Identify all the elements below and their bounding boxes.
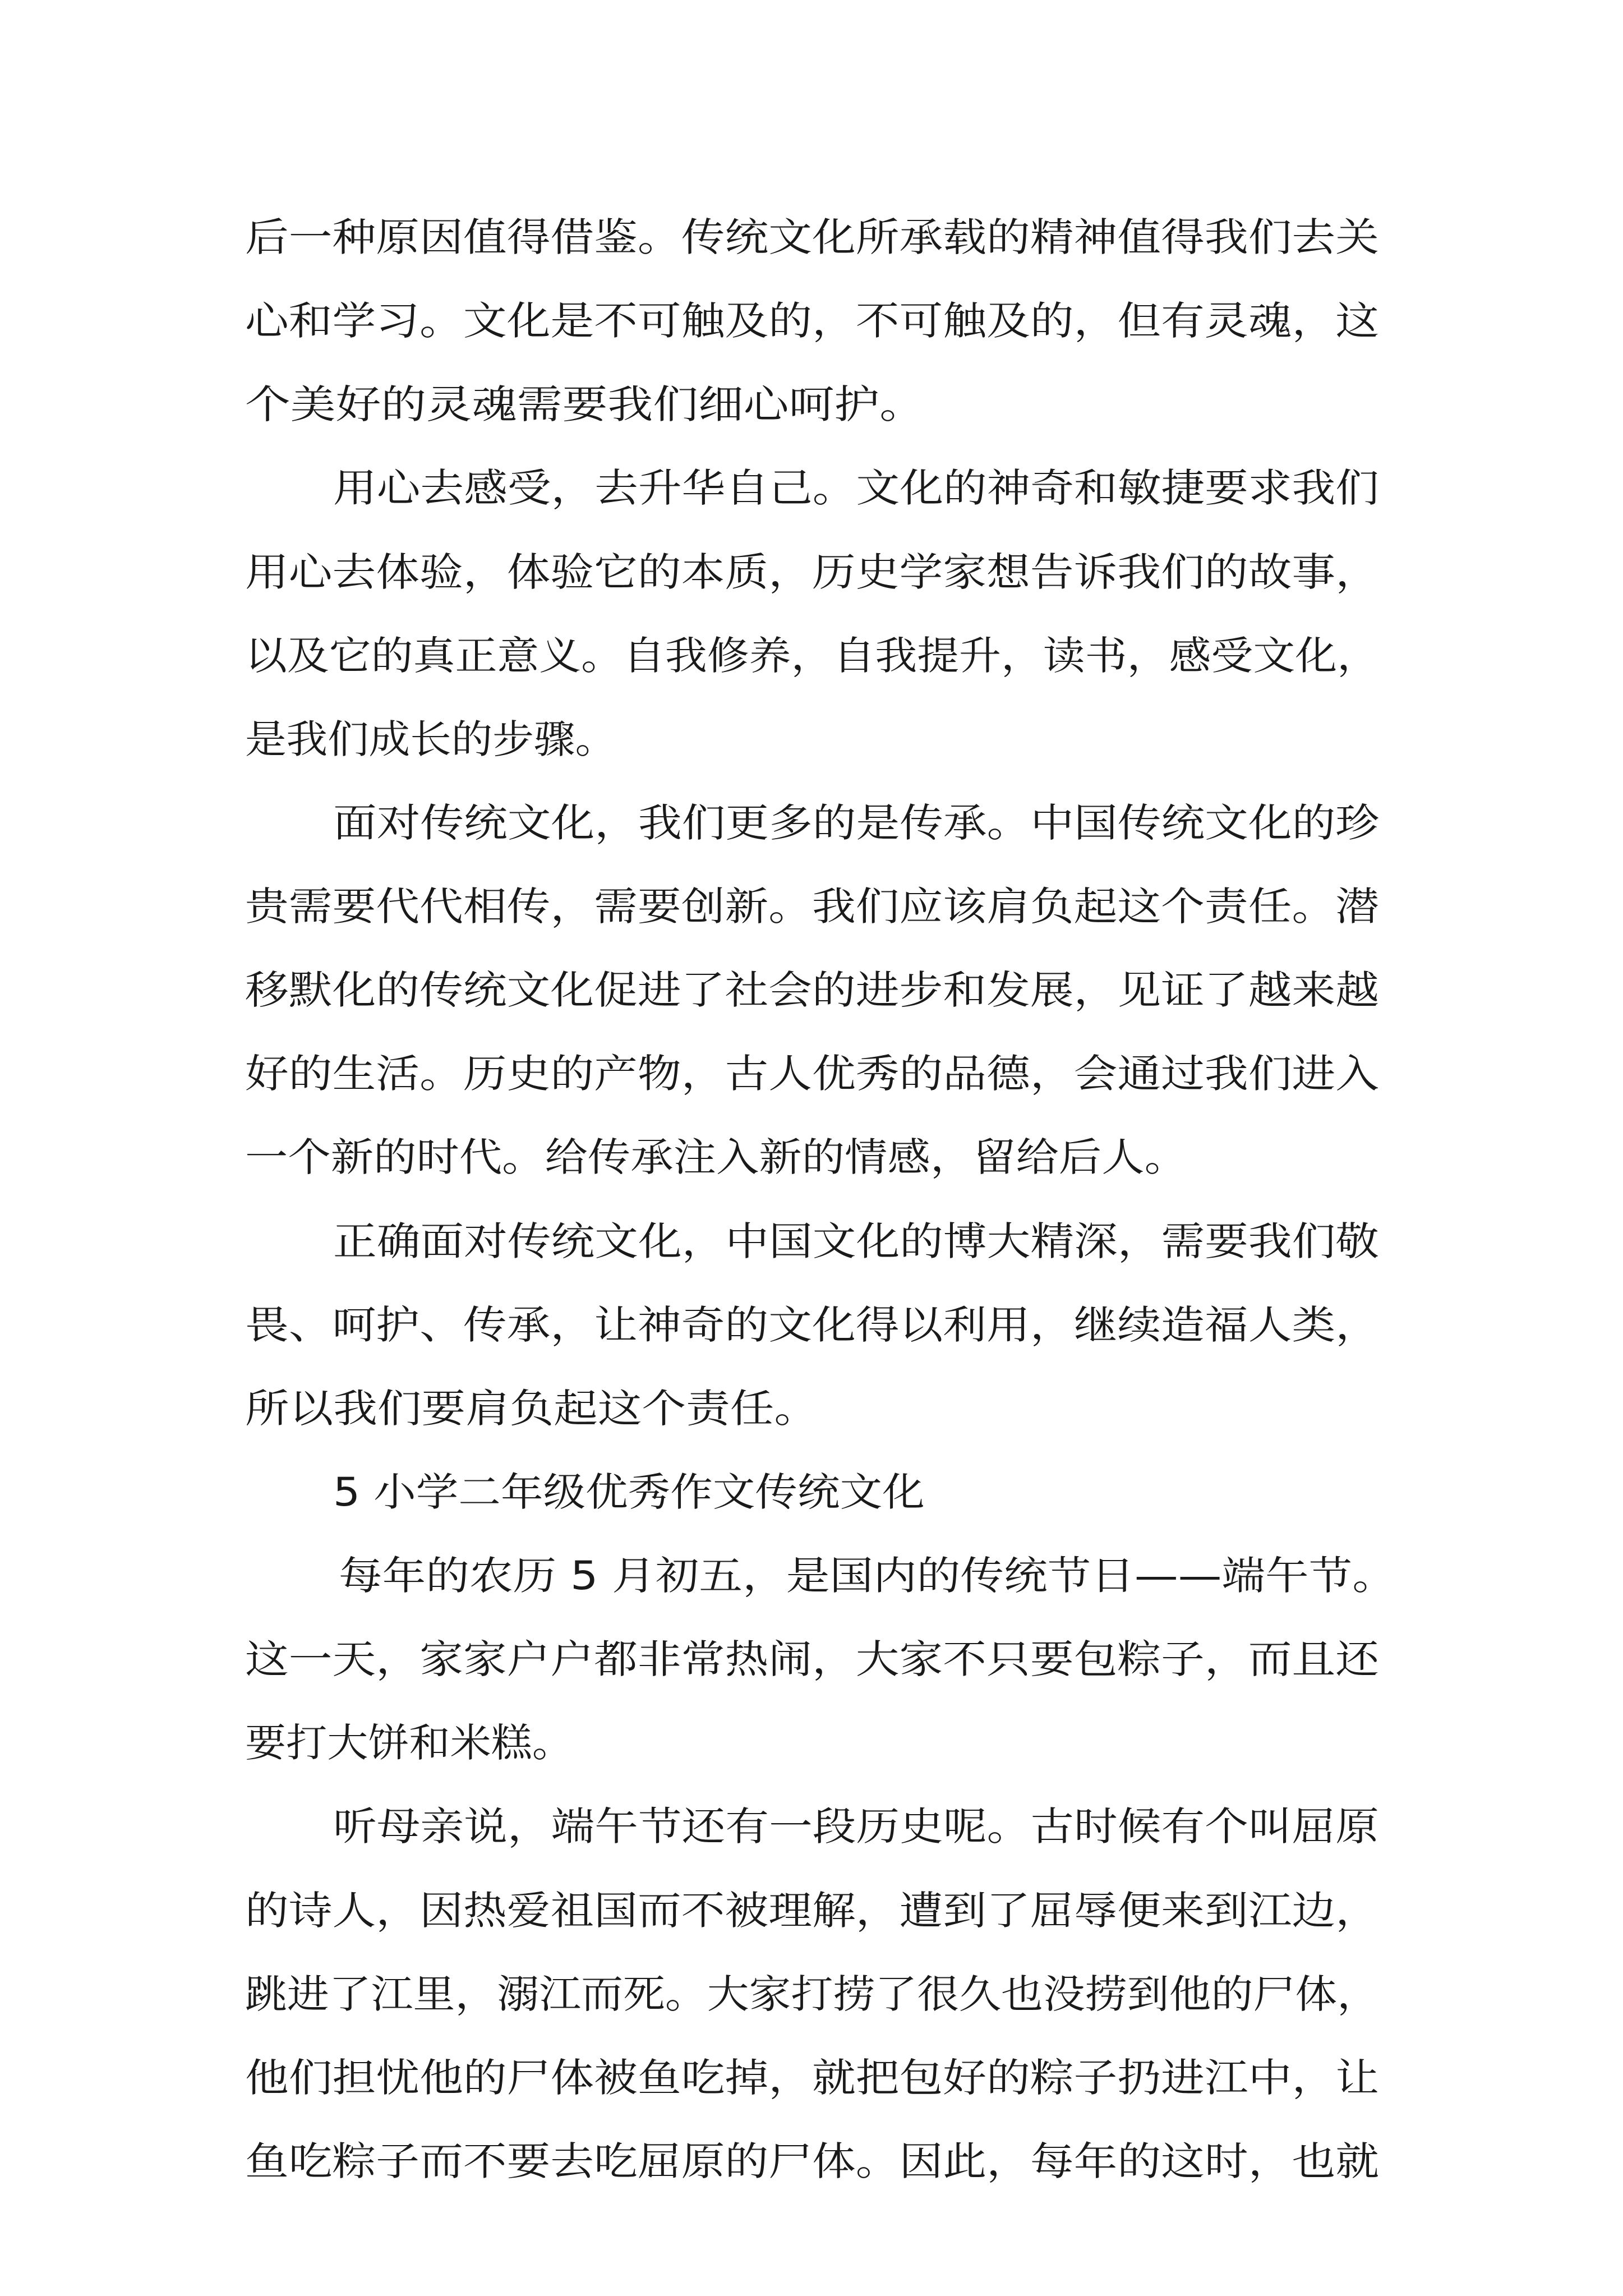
text-line: 面对传统文化，我们更多的是传承。中国传统文化的珍 bbox=[333, 800, 1379, 846]
text-line: 心和学习。文化是不可触及的，不可触及的，但有灵魂，这 bbox=[245, 298, 1379, 344]
text-line: 听母亲说，端午节还有一段历史呢。古时候有个叫屈原 bbox=[333, 1803, 1379, 1849]
text-line: 移默化的传统文化促进了社会的进步和发展，见证了越来越 bbox=[245, 967, 1379, 1013]
text-line: 每年的农历 5 月初五，是国内的传统节日——端午节。 bbox=[339, 1553, 1396, 1599]
text-line: 后一种原因值得借鉴。传统文化所承载的精神值得我们去关 bbox=[245, 214, 1379, 260]
text-line: 是我们成长的步骤。 bbox=[245, 716, 616, 762]
text-line: 用心去感受，去升华自己。文化的神奇和敏捷要求我们 bbox=[333, 465, 1379, 511]
text-line: 跳进了江里，溺江而死。大家打捞了很久也没捞到他的尸体， bbox=[245, 1971, 1379, 2017]
section-heading: 5 小学二年级优秀作文传统文化 bbox=[333, 1469, 925, 1515]
text-line: 以及它的真正意义。自我修养，自我提升，读书，感受文化， bbox=[245, 633, 1379, 679]
text-line: 这一天，家家户户都非常热闹，大家不只要包粽子，而且还 bbox=[245, 1636, 1379, 1682]
text-line: 个美好的灵魂需要我们细心呵护。 bbox=[245, 381, 925, 427]
text-line: 一个新的时代。给传承注入新的情感，留给后人。 bbox=[245, 1134, 1187, 1180]
text-line: 的诗人，因热爱祖国而不被理解，遭到了屈辱便来到江边， bbox=[245, 1888, 1379, 1934]
text-line: 贵需要代代相传，需要创新。我们应该肩负起这个责任。潜 bbox=[245, 884, 1379, 930]
text-line: 鱼吃粽子而不要去吃屈原的尸体。因此，每年的这时，也就 bbox=[245, 2138, 1379, 2184]
text-line: 正确面对传统文化，中国文化的博大精深，需要我们敬 bbox=[333, 1218, 1379, 1264]
text-line: 所以我们要肩负起这个责任。 bbox=[245, 1386, 818, 1432]
text-line: 用心去体验，体验它的本质，历史学家想告诉我们的故事， bbox=[245, 549, 1379, 595]
text-line: 好的生活。历史的产物，古人优秀的品德，会通过我们进入 bbox=[245, 1051, 1379, 1097]
text-line: 他们担忧他的尸体被鱼吃掉，就把包好的粽子扔进江中，让 bbox=[245, 2055, 1379, 2101]
text-line: 畏、呵护、传承，让神奇的文化得以利用，继续造福人类， bbox=[245, 1302, 1379, 1348]
text-line: 要打大饼和米糕。 bbox=[245, 1720, 573, 1766]
